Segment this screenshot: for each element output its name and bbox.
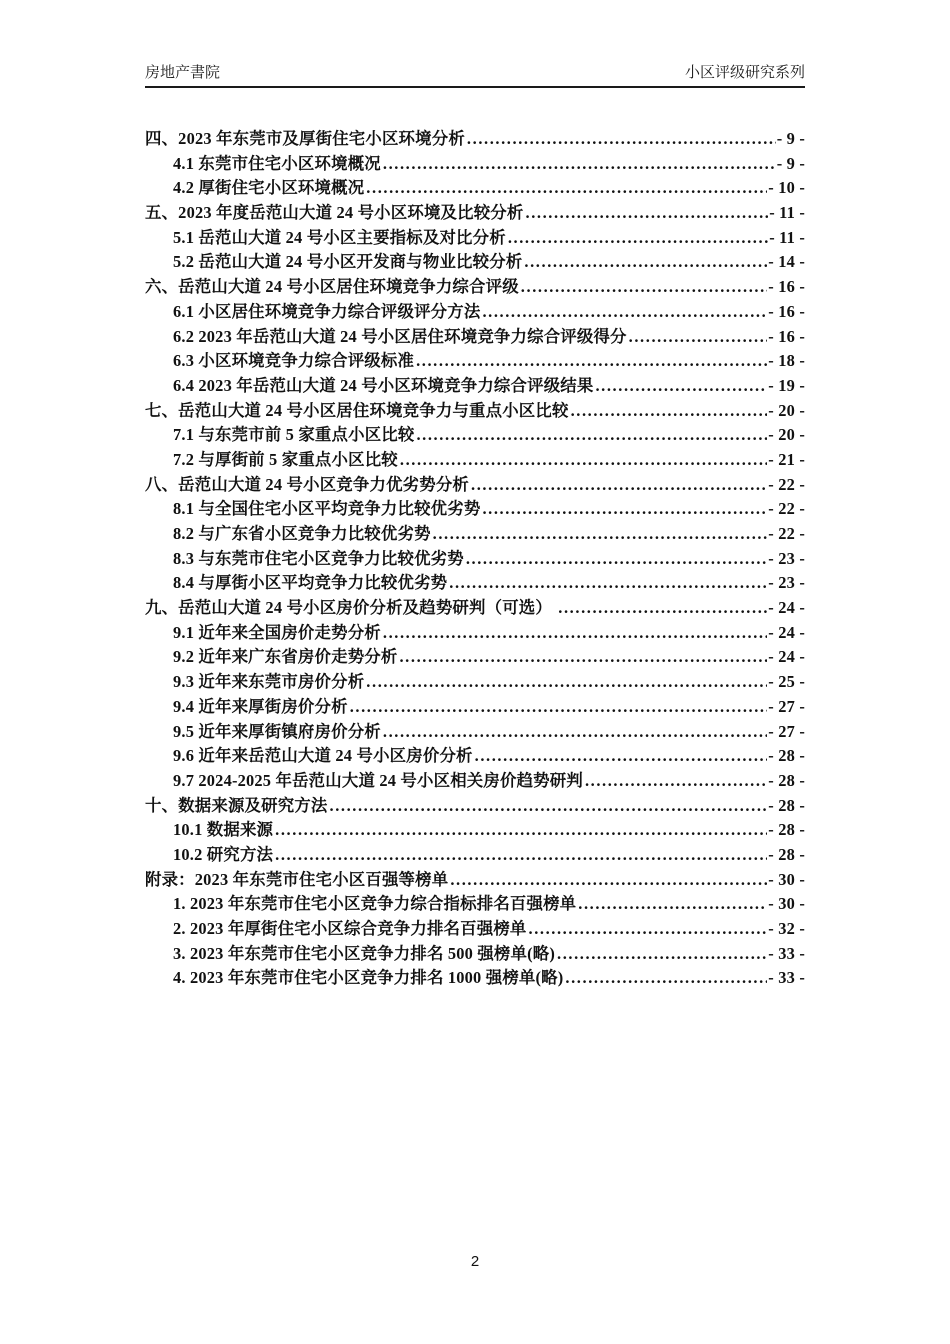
toc-leader-dots xyxy=(366,670,767,695)
toc-entry-page-number: - 24 - xyxy=(768,647,805,667)
toc-entry-page-number: - 22 - xyxy=(768,474,805,494)
toc-leader-dots xyxy=(330,794,768,819)
toc-entry-page-number: - 14 - xyxy=(768,252,805,272)
toc-leader-dots xyxy=(449,571,767,596)
toc-leader-dots xyxy=(629,325,768,350)
toc-entry[interactable] xyxy=(145,942,805,967)
toc-entry-title: 9.4 近年来厚街房价分析 xyxy=(173,696,348,716)
page-number: 2 xyxy=(470,1253,480,1270)
toc-entry-title: 8.4 与厚街小区平均竞争力比较优劣势 xyxy=(173,573,448,593)
toc-entry-page-number: - 11 - xyxy=(769,227,805,247)
toc-entry-title: 附录：2023 年东莞市住宅小区百强等榜单 xyxy=(145,869,449,889)
toc-entry[interactable] xyxy=(145,399,805,424)
toc-entry-page-number: - 33 - xyxy=(768,968,805,988)
toc-entry-title: 4.2 厚街住宅小区环境概况 xyxy=(173,178,365,198)
toc-entry-page-number: - 16 - xyxy=(768,301,805,321)
toc-entry-page-number: - 19 - xyxy=(768,375,805,395)
toc-entry-title: 9.7 2024-2025 年岳范山大道 24 号小区相关房价趋势研判 xyxy=(173,770,583,790)
toc-entry[interactable] xyxy=(145,868,805,893)
toc-leader-dots xyxy=(571,399,768,424)
toc-entry[interactable] xyxy=(145,374,805,399)
toc-entry-title: 六、岳范山大道 24 号小区居住环境竞争力综合评级 xyxy=(145,277,519,297)
toc-entry-page-number: - 28 - xyxy=(768,795,805,815)
toc-entry-page-number: - 24 - xyxy=(768,598,805,618)
header-right-text: 小区评级研究系列 xyxy=(684,64,805,81)
toc-entry-page-number: - 9 - xyxy=(776,153,805,173)
toc-leader-dots xyxy=(383,621,767,646)
toc-entry-page-number: - 23 - xyxy=(768,573,805,593)
toc-entry-page-number: - 25 - xyxy=(768,672,805,692)
toc-entry-page-number: - 28 - xyxy=(768,844,805,864)
toc-entry-page-number: - 16 - xyxy=(768,326,805,346)
toc-entry-title: 6.1 小区居住环境竞争力综合评级评分方法 xyxy=(173,301,481,321)
toc-entry[interactable] xyxy=(145,917,805,942)
header-row xyxy=(145,64,805,82)
toc-entry[interactable] xyxy=(145,275,805,300)
toc-entry[interactable] xyxy=(145,127,805,152)
toc-leader-dots xyxy=(595,374,767,399)
toc-leader-dots xyxy=(578,892,767,917)
toc-leader-dots xyxy=(366,176,767,201)
toc-entry[interactable] xyxy=(145,522,805,547)
toc-entry-title: 4.1 东莞市住宅小区环境概况 xyxy=(173,153,381,173)
toc-entry[interactable] xyxy=(145,818,805,843)
toc-entry-title: 9.6 近年来岳范山大道 24 号小区房价分析 xyxy=(173,746,473,766)
header-left-text: 房地产書院 xyxy=(145,64,221,81)
toc-entry-page-number: - 22 - xyxy=(768,524,805,543)
toc-leader-dots xyxy=(471,473,767,498)
toc-entry-page-number: - 16 - xyxy=(768,277,805,297)
toc-entry-title: 3. 2023 年东莞市住宅小区竞争力排名 500 强榜单(略) xyxy=(173,943,556,963)
toc-entry[interactable] xyxy=(145,547,805,572)
toc-leader-dots xyxy=(482,300,767,325)
toc-entry-title: 8.3 与东莞市住宅小区竞争力比较优劣势 xyxy=(173,548,464,568)
toc-entry-title: 2. 2023 年厚街住宅小区综合竞争力排名百强榜单 xyxy=(173,919,527,938)
toc-entry[interactable] xyxy=(145,621,805,646)
toc-entry-page-number: - 24 - xyxy=(768,622,805,642)
toc-leader-dots xyxy=(275,843,767,868)
toc-entry-title: 9.1 近年来全国房价走势分析 xyxy=(173,622,381,642)
toc-entry-title: 5.2 岳范山大道 24 号小区开发商与物业比较分析 xyxy=(173,252,523,272)
page-footer xyxy=(0,1253,950,1270)
toc-entry[interactable] xyxy=(145,966,805,991)
toc-entry-title: 九、岳范山大道 24 号小区房价分析及趋势研判（可选） xyxy=(145,598,557,618)
toc-entry-title: 9.5 近年来厚街镇府房价分析 xyxy=(173,721,381,741)
toc-entry-title: 8.2 与广东省小区竞争力比较优劣势 xyxy=(173,524,431,543)
toc-entry-page-number: - 27 - xyxy=(768,721,805,741)
toc-entry[interactable] xyxy=(145,325,805,350)
toc-leader-dots xyxy=(416,423,767,448)
toc-entry-title: 9.2 近年来广东省房价走势分析 xyxy=(173,647,398,667)
toc-entry[interactable] xyxy=(145,176,805,201)
toc-entry[interactable] xyxy=(145,473,805,498)
toc-leader-dots xyxy=(529,917,768,942)
toc-leader-dots xyxy=(416,349,767,374)
toc-leader-dots xyxy=(521,275,768,300)
toc-entry-page-number: - 28 - xyxy=(768,820,805,840)
toc-entry-page-number: - 21 - xyxy=(768,449,805,469)
toc-entry-title: 七、岳范山大道 24 号小区居住环境竞争力与重点小区比较 xyxy=(145,400,569,420)
toc-entry[interactable] xyxy=(145,423,805,448)
toc-entry-page-number: - 20 - xyxy=(768,400,805,420)
toc-leader-dots xyxy=(433,522,768,547)
toc-leader-dots xyxy=(466,547,767,572)
toc-entry[interactable] xyxy=(145,250,805,275)
toc-entry[interactable] xyxy=(145,226,805,251)
toc-entry[interactable] xyxy=(145,448,805,473)
toc-entry[interactable] xyxy=(145,349,805,374)
toc-entry[interactable] xyxy=(145,695,805,720)
toc-leader-dots xyxy=(350,695,768,720)
toc-entry[interactable] xyxy=(145,300,805,325)
header-rule xyxy=(145,86,805,88)
toc-entry-title: 8.1 与全国住宅小区平均竞争力比较优劣势 xyxy=(173,499,481,519)
toc-entry-page-number: - 27 - xyxy=(768,696,805,716)
toc-entry-page-number: - 9 - xyxy=(776,129,805,148)
toc-leader-dots xyxy=(524,250,767,275)
toc-entry[interactable] xyxy=(145,596,805,621)
toc-entry[interactable] xyxy=(145,843,805,868)
toc-entry-page-number: - 30 - xyxy=(768,869,805,889)
toc-entry-title: 八、岳范山大道 24 号小区竞争力优劣势分析 xyxy=(145,474,470,494)
toc-entry-page-number: - 22 - xyxy=(768,499,805,519)
toc-entry-title: 6.4 2023 年岳范山大道 24 号小区环境竞争力综合评级结果 xyxy=(173,375,594,395)
toc-entry-title: 6.2 2023 年岳范山大道 24 号小区居住环境竞争力综合评级得分 xyxy=(173,326,627,346)
toc-entry-page-number: - 20 - xyxy=(768,425,805,445)
toc-entry-title: 5.1 岳范山大道 24 号小区主要指标及对比分析 xyxy=(173,227,506,247)
toc-entry-title: 7.2 与厚街前 5 家重点小区比较 xyxy=(173,449,398,469)
toc-entry-title: 9.3 近年来东莞市房价分析 xyxy=(173,672,365,692)
toc-leader-dots xyxy=(399,645,767,670)
toc-entry[interactable] xyxy=(145,645,805,670)
toc-entry-page-number: - 28 - xyxy=(768,770,805,790)
toc-leader-dots xyxy=(467,127,776,152)
toc-entry-title: 1. 2023 年东莞市住宅小区竞争力综合指标排名百强榜单 xyxy=(173,894,577,914)
toc-entry-page-number: - 11 - xyxy=(769,203,805,223)
toc-leader-dots xyxy=(383,152,776,177)
toc-entry-page-number: - 33 - xyxy=(768,943,805,963)
table-of-contents xyxy=(145,127,805,991)
toc-leader-dots xyxy=(526,201,769,226)
toc-entry-title: 10.2 研究方法 xyxy=(173,844,274,864)
toc-entry-page-number: - 30 - xyxy=(768,894,805,914)
toc-leader-dots xyxy=(450,868,767,893)
toc-entry-title: 十、数据来源及研究方法 xyxy=(145,795,328,815)
toc-entry-page-number: - 18 - xyxy=(768,351,805,371)
toc-entry[interactable] xyxy=(145,497,805,522)
toc-entry-title: 6.3 小区环境竞争力综合评级标准 xyxy=(173,351,415,371)
toc-entry[interactable] xyxy=(145,201,805,226)
toc-leader-dots xyxy=(585,769,767,794)
toc-entry[interactable] xyxy=(145,892,805,917)
toc-leader-dots xyxy=(475,744,768,769)
page-header xyxy=(145,64,805,88)
toc-entry[interactable] xyxy=(145,794,805,819)
toc-leader-dots xyxy=(558,596,767,621)
toc-leader-dots xyxy=(557,942,767,967)
toc-leader-dots xyxy=(400,448,767,473)
toc-entry[interactable] xyxy=(145,670,805,695)
toc-leader-dots xyxy=(383,720,767,745)
toc-entry[interactable] xyxy=(145,571,805,596)
toc-entry[interactable] xyxy=(145,720,805,745)
toc-entry-page-number: - 10 - xyxy=(768,178,805,198)
toc-entry-title: 4. 2023 年东莞市住宅小区竞争力排名 1000 强榜单(略) xyxy=(173,968,564,988)
toc-entry-title: 四、2023 年东莞市及厚街住宅小区环境分析 xyxy=(145,129,465,148)
toc-leader-dots xyxy=(482,497,767,522)
toc-entry-title: 10.1 数据来源 xyxy=(173,820,274,840)
toc-entry-page-number: - 23 - xyxy=(768,548,805,568)
toc-entry[interactable] xyxy=(145,769,805,794)
toc-leader-dots xyxy=(275,818,767,843)
toc-entry-title: 7.1 与东莞市前 5 家重点小区比较 xyxy=(173,425,415,445)
toc-leader-dots xyxy=(565,966,767,991)
toc-entry-page-number: - 28 - xyxy=(768,746,805,766)
toc-entry-title: 五、2023 年度岳范山大道 24 号小区环境及比较分析 xyxy=(145,203,524,223)
toc-entry[interactable] xyxy=(145,744,805,769)
toc-entry[interactable] xyxy=(145,152,805,177)
toc-entry-page-number: - 32 - xyxy=(768,919,805,938)
toc-leader-dots xyxy=(508,226,768,251)
